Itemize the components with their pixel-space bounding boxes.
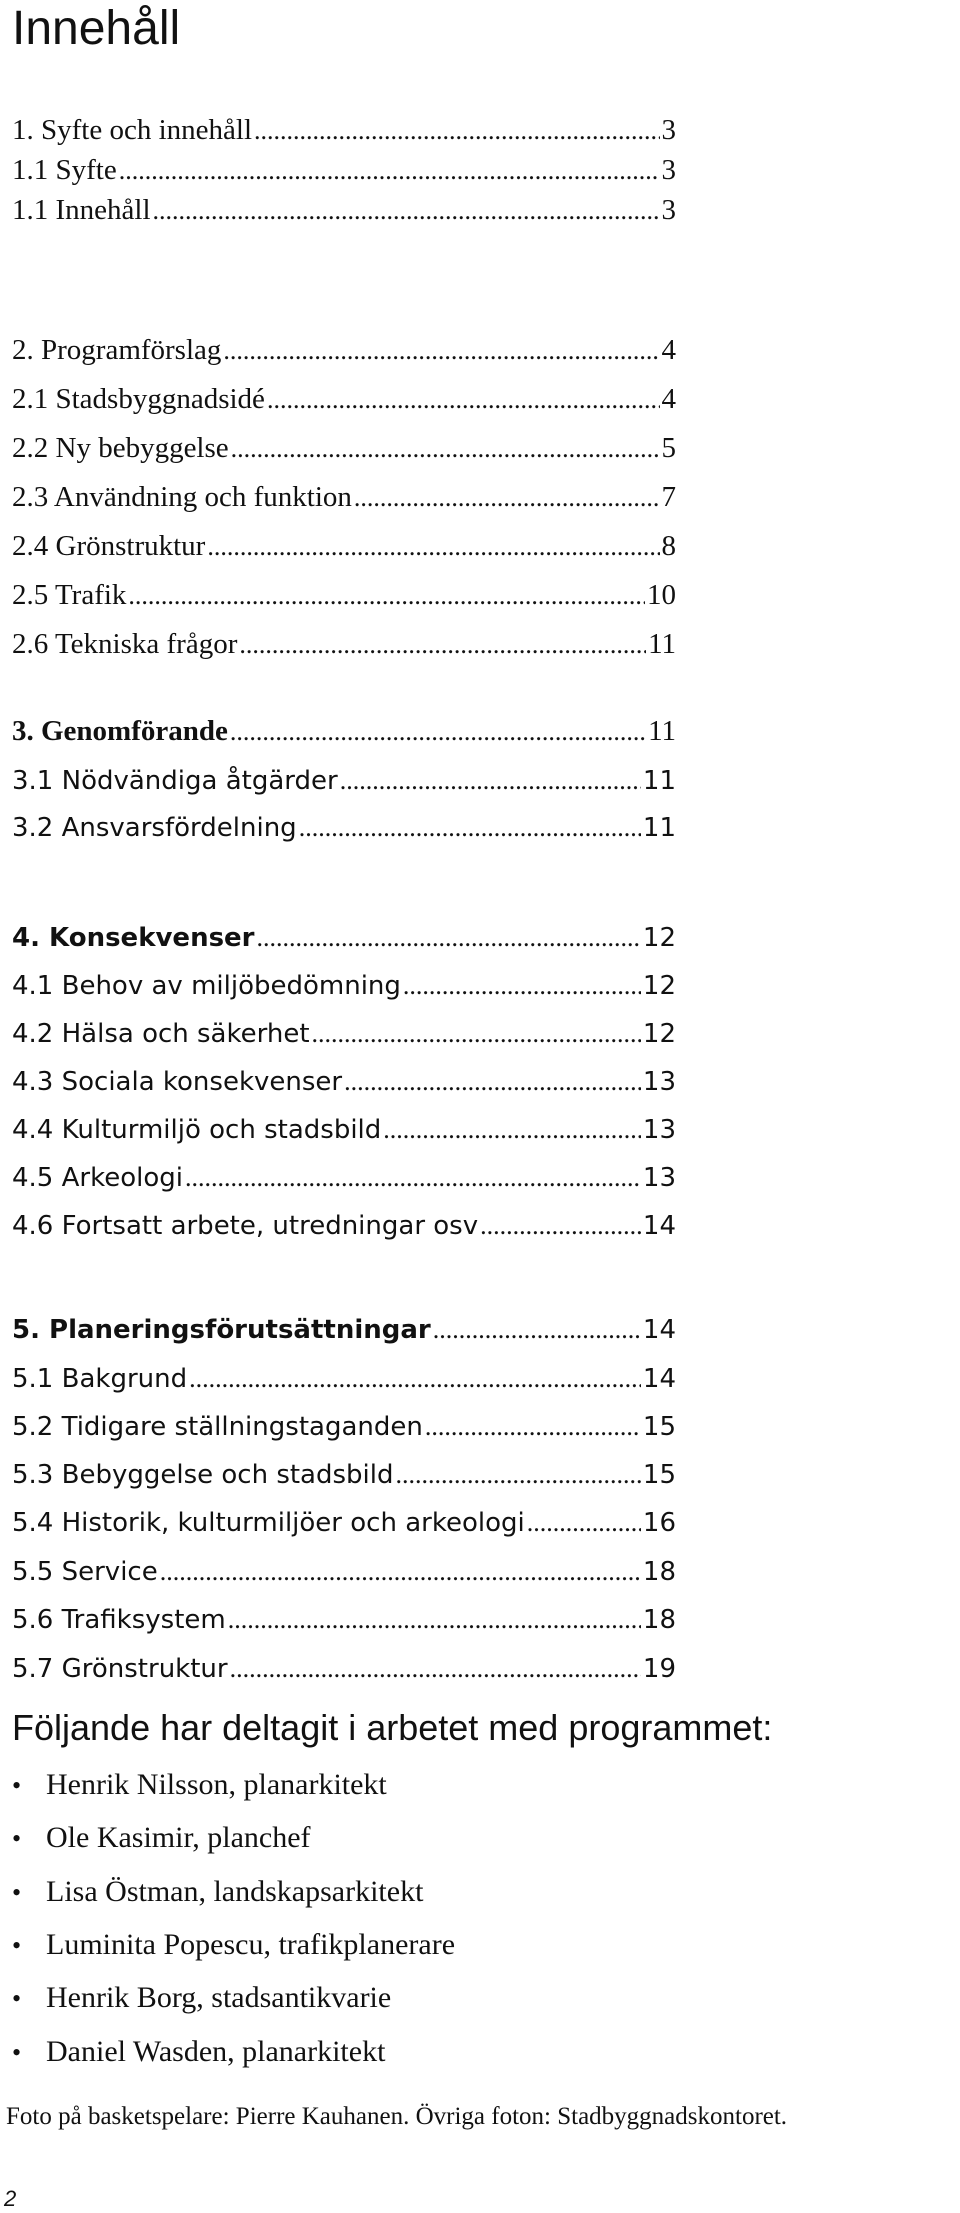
toc-leader bbox=[153, 190, 660, 231]
toc-row[interactable] bbox=[12, 1206, 676, 1246]
toc-page: 3 bbox=[661, 154, 676, 186]
list-item bbox=[12, 1978, 391, 2018]
toc-label: 2.6 Tekniska frågor bbox=[12, 628, 238, 660]
toc-page: 13 bbox=[642, 1067, 676, 1097]
toc-label: 5.3 Bebyggelse och stadsbild bbox=[12, 1460, 394, 1490]
toc-leader bbox=[527, 1503, 641, 1543]
toc-page: 3 bbox=[661, 114, 676, 146]
toc-leader bbox=[312, 1014, 641, 1054]
toc-page: 3 bbox=[661, 194, 676, 226]
toc-page: 12 bbox=[642, 923, 676, 953]
toc-page: 8 bbox=[661, 530, 676, 562]
toc-page: 4 bbox=[661, 334, 676, 366]
toc-leader bbox=[207, 526, 659, 567]
toc-leader bbox=[231, 428, 660, 469]
toc-row[interactable] bbox=[12, 1407, 676, 1447]
toc-page: 11 bbox=[642, 766, 676, 796]
photo-credits: Foto på basketspelare: Pierre Kauhanen. Övriga foton: Stadbyggnadskontoret. bbox=[6, 2103, 788, 2130]
toc-row[interactable] bbox=[12, 1158, 676, 1198]
toc-leader bbox=[160, 1552, 641, 1592]
toc-label: 5.1 Bakgrund bbox=[12, 1364, 188, 1394]
toc-leader bbox=[185, 1158, 641, 1198]
toc-page: 13 bbox=[642, 1115, 676, 1145]
toc-label: 3.2 Ansvarsfördelning bbox=[12, 813, 297, 843]
toc-label: 2.1 Stadsbyggnadsidé bbox=[12, 383, 265, 415]
toc-row[interactable] bbox=[12, 477, 676, 517]
toc-page: 14 bbox=[642, 1211, 676, 1241]
toc-page: 7 bbox=[661, 481, 676, 513]
toc-label: 5. Planeringsförutsättningar bbox=[12, 1315, 431, 1345]
toc-leader bbox=[354, 477, 660, 518]
bullet-icon: • bbox=[12, 1931, 22, 1960]
toc-page: 13 bbox=[642, 1163, 676, 1193]
toc-leader bbox=[189, 1359, 641, 1399]
toc-page: 15 bbox=[642, 1412, 676, 1442]
toc-label: 4.1 Behov av miljöbedömning bbox=[12, 971, 401, 1001]
toc-leader bbox=[433, 1310, 641, 1350]
toc-label: 1.1 Syfte bbox=[12, 154, 117, 186]
toc-leader bbox=[223, 330, 659, 371]
toc-label: 5.5 Service bbox=[12, 1557, 158, 1587]
toc-label: 4.3 Sociala konsekvenser bbox=[12, 1067, 343, 1097]
toc-leader bbox=[425, 1407, 641, 1447]
toc-label: 1. Syfte och innehåll bbox=[12, 114, 253, 146]
toc-row[interactable] bbox=[12, 1503, 676, 1543]
toc-leader bbox=[119, 150, 660, 191]
toc-row[interactable] bbox=[12, 918, 676, 958]
toc-row[interactable] bbox=[12, 1014, 676, 1054]
toc-row[interactable] bbox=[12, 1455, 676, 1495]
toc-leader bbox=[230, 1649, 641, 1689]
toc-page: 14 bbox=[642, 1364, 676, 1394]
toc-row[interactable] bbox=[12, 190, 676, 230]
toc-label: 2. Programförslag bbox=[12, 334, 222, 366]
toc-row[interactable] bbox=[12, 966, 676, 1006]
toc-label: 2.4 Grönstruktur bbox=[12, 530, 206, 562]
participant-name: Luminita Popescu, trafikplanerare bbox=[46, 1928, 456, 1961]
bullet-icon: • bbox=[12, 1824, 22, 1853]
list-item bbox=[12, 1872, 423, 1912]
toc-row[interactable] bbox=[12, 110, 676, 150]
toc-page: 18 bbox=[642, 1557, 676, 1587]
toc-page: 15 bbox=[642, 1460, 676, 1490]
toc-page: 10 bbox=[647, 579, 676, 611]
toc-row[interactable] bbox=[12, 1600, 676, 1640]
toc-leader bbox=[257, 918, 641, 958]
toc-leader bbox=[299, 808, 641, 848]
toc-row[interactable] bbox=[12, 808, 676, 848]
toc-leader bbox=[340, 761, 641, 801]
toc-page: 11 bbox=[648, 715, 676, 747]
toc-page: 4 bbox=[661, 383, 676, 415]
toc-row[interactable] bbox=[12, 428, 676, 468]
toc-row[interactable] bbox=[12, 379, 676, 419]
toc-row[interactable] bbox=[12, 150, 676, 190]
toc-label: 4.5 Arkeologi bbox=[12, 1163, 183, 1193]
bullet-icon: • bbox=[12, 2038, 22, 2067]
toc-row[interactable] bbox=[12, 1359, 676, 1399]
toc-leader bbox=[254, 110, 659, 151]
toc-label: 2.3 Användning och funktion bbox=[12, 481, 352, 513]
toc-label: 4. Konsekvenser bbox=[12, 923, 255, 953]
toc-leader bbox=[396, 1455, 641, 1495]
toc-row[interactable] bbox=[12, 1062, 676, 1102]
toc-leader bbox=[228, 1600, 641, 1640]
toc-leader bbox=[128, 575, 645, 616]
bullet-icon: • bbox=[12, 1771, 22, 1800]
toc-row[interactable] bbox=[12, 575, 676, 615]
toc-page: 18 bbox=[642, 1605, 676, 1635]
toc-label: 5.7 Grönstruktur bbox=[12, 1654, 228, 1684]
toc-row[interactable] bbox=[12, 1310, 676, 1350]
toc-label: 3.1 Nödvändiga åtgärder bbox=[12, 766, 338, 796]
participant-name: Lisa Östman, landskapsarkitekt bbox=[46, 1875, 424, 1908]
toc-page: 5 bbox=[661, 432, 676, 464]
toc-label: 4.4 Kulturmiljö och stadsbild bbox=[12, 1115, 382, 1145]
toc-row[interactable] bbox=[12, 624, 676, 664]
participants-heading: Följande har deltagit i arbetet med programmet: bbox=[12, 1707, 773, 1748]
bullet-icon: • bbox=[12, 1878, 22, 1907]
list-item bbox=[12, 1818, 311, 1858]
toc-row[interactable] bbox=[12, 1649, 676, 1689]
toc-label: 4.2 Hälsa och säkerhet bbox=[12, 1019, 310, 1049]
toc-label: 2.5 Trafik bbox=[12, 579, 127, 611]
toc-row[interactable] bbox=[12, 330, 676, 370]
toc-leader bbox=[403, 966, 641, 1006]
toc-label: 5.6 Trafiksystem bbox=[12, 1605, 226, 1635]
toc-label: 4.6 Fortsatt arbete, utredningar osv bbox=[12, 1211, 479, 1241]
list-item bbox=[12, 1925, 455, 1965]
toc-row[interactable] bbox=[12, 761, 676, 801]
toc-page: 19 bbox=[642, 1654, 676, 1684]
toc-row[interactable] bbox=[12, 1552, 676, 1592]
page-title: Innehåll bbox=[12, 2, 181, 55]
toc-page: 12 bbox=[642, 971, 676, 1001]
toc-label: 5.2 Tidigare ställningstaganden bbox=[12, 1412, 423, 1442]
toc-label: 3. Genomförande bbox=[12, 715, 228, 747]
toc-leader bbox=[230, 711, 646, 752]
toc-leader bbox=[239, 624, 646, 665]
list-item bbox=[12, 1765, 387, 1805]
toc-leader bbox=[383, 1110, 641, 1150]
toc-label: 5.4 Historik, kulturmiljöer och arkeologi bbox=[12, 1508, 525, 1538]
toc-page: 16 bbox=[642, 1508, 676, 1538]
participant-name: Daniel Wasden, planarkitekt bbox=[46, 2035, 386, 2068]
toc-label: 2.2 Ny bebyggelse bbox=[12, 432, 229, 464]
toc-leader bbox=[344, 1062, 641, 1102]
toc-label: 1.1 Innehåll bbox=[12, 194, 151, 226]
toc-leader bbox=[480, 1206, 641, 1246]
toc-page: 14 bbox=[642, 1315, 676, 1345]
participant-name: Ole Kasimir, planchef bbox=[46, 1821, 311, 1854]
toc-row[interactable] bbox=[12, 711, 676, 751]
bullet-icon: • bbox=[12, 1984, 22, 2013]
page-number: 2 bbox=[4, 2186, 17, 2211]
toc-page: 11 bbox=[648, 628, 676, 660]
participant-name: Henrik Nilsson, planarkitekt bbox=[46, 1768, 387, 1801]
list-item bbox=[12, 2032, 385, 2072]
toc-row[interactable] bbox=[12, 526, 676, 566]
toc-page: 12 bbox=[642, 1019, 676, 1049]
toc-leader bbox=[267, 379, 660, 420]
participant-name: Henrik Borg, stadsantikvarie bbox=[46, 1981, 392, 2014]
toc-page: 11 bbox=[642, 813, 676, 843]
toc-row[interactable] bbox=[12, 1110, 676, 1150]
